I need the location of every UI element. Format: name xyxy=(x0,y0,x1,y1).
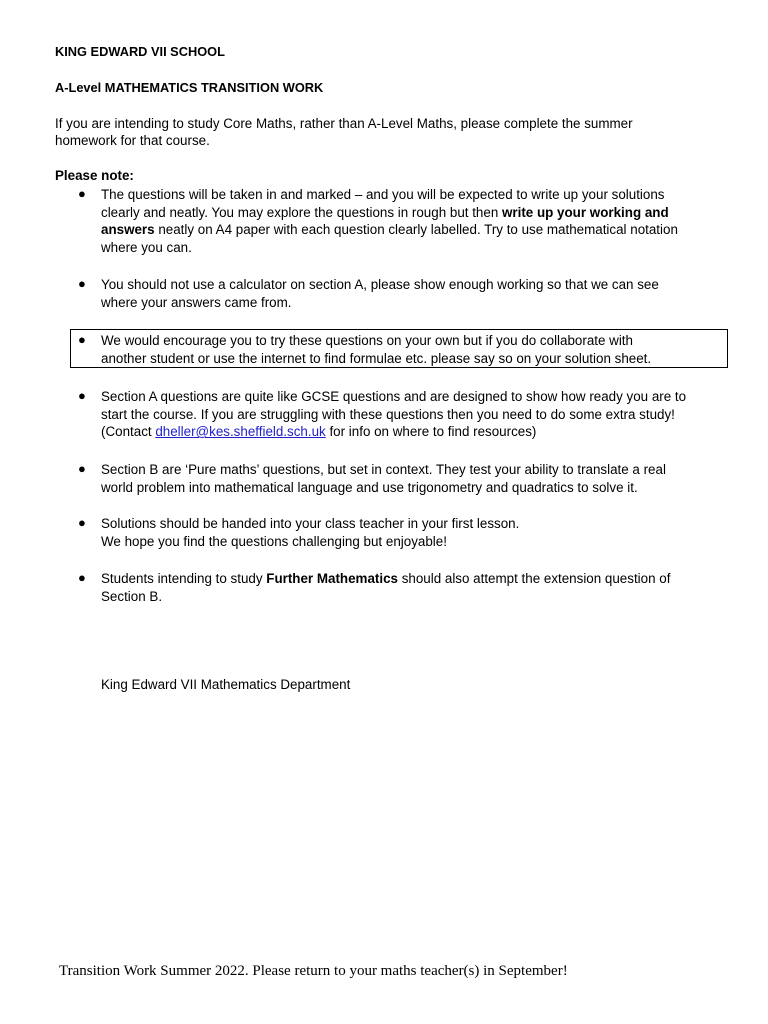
bullet-item-5 xyxy=(101,461,741,496)
note-heading: Please note: xyxy=(55,168,134,183)
department-signature: King Edward VII Mathematics Department xyxy=(101,677,351,692)
bullet-3-line-2: another student or use the internet to find formulae etc. please say so on your solution sheet. xyxy=(101,350,652,366)
bullet-icon: ● xyxy=(78,570,86,585)
bullet-7-line-1 xyxy=(101,570,741,588)
bullet-4-line-1: Section A questions are quite like GCSE questions and are designed to show how ready you are to xyxy=(101,389,687,404)
school-name: KING EDWARD VII SCHOOL xyxy=(55,44,225,59)
bullet-1-line-4: where you can. xyxy=(101,239,192,255)
document-title: A-Level MATHEMATICS TRANSITION WORK xyxy=(55,80,324,95)
bullet-4-line-2: start the course. If you are struggling with these questions then you need to do some extra study! xyxy=(101,406,675,422)
bullet-item-3 xyxy=(101,332,741,367)
bullet-4-text: (Contact xyxy=(101,424,156,440)
bullet-item-7 xyxy=(101,570,741,605)
bullet-icon: ● xyxy=(78,276,86,291)
bullet-4-line-3 xyxy=(101,423,741,441)
bullet-2-line-1: You should not use a calculator on section A, please show enough working so that we can see xyxy=(101,277,659,292)
bullet-7-bold-text: Further Mathematics xyxy=(266,571,398,586)
intro-line-1: If you are intending to study Core Maths, rather than A-Level Maths, please complete the summer xyxy=(55,116,633,131)
bullet-item-1 xyxy=(101,186,741,256)
bullet-6-line-1: Solutions should be handed into your class teacher in your first lesson. xyxy=(101,516,520,531)
bullet-6-line-2: We hope you find the questions challenging but enjoyable! xyxy=(101,533,447,549)
bullet-1-bold-answers: answers xyxy=(101,222,155,238)
bullet-7-text: Students intending to study xyxy=(101,571,267,586)
page-footer: Transition Work Summer 2022. Please return to your maths teacher(s) in September! xyxy=(59,963,568,979)
bullet-5-line-1: Section B are ‘Pure maths’ questions, but set in context. They test your ability to translate a real xyxy=(101,462,666,477)
bullet-icon: ● xyxy=(78,388,86,403)
bullet-1-text-2: neatly on A4 paper with each question clearly labelled. Try to use mathematical notation xyxy=(154,222,678,238)
bullet-4-text-2: for info on where to find resources) xyxy=(325,424,537,440)
bullet-icon: ● xyxy=(78,332,86,347)
bullet-1-line-2 xyxy=(101,204,741,222)
contact-email-link[interactable]: dheller@kes.sheffield.sch.uk xyxy=(155,424,326,440)
bullet-item-6 xyxy=(101,515,741,550)
bullet-3-line-1: We would encourage you to try these questions on your own but if you do collaborate with xyxy=(101,333,633,348)
bullet-7-text-2: should also attempt the extension question of xyxy=(397,571,671,586)
bullet-5-line-2: world problem into mathematical language and use trigonometry and quadratics to solve it. xyxy=(101,479,638,495)
bullet-7-line-2: Section B. xyxy=(101,588,163,604)
intro-line-2: homework for that course. xyxy=(55,133,210,148)
bullet-2-line-2: where your answers came from. xyxy=(101,294,292,310)
bullet-icon: ● xyxy=(78,461,86,476)
bullet-item-2 xyxy=(101,276,741,311)
bullet-1-text: clearly and neatly. You may explore the questions in rough but then xyxy=(101,204,502,220)
bullet-icon: ● xyxy=(78,515,86,530)
bullet-1-line-1: The questions will be taken in and marked – and you will be expected to write up your solutions xyxy=(101,187,665,202)
bullet-1-bold-text: write up your working and xyxy=(502,204,669,220)
bullet-1-line-3 xyxy=(101,221,741,239)
bullet-item-4 xyxy=(101,388,741,441)
bullet-icon: ● xyxy=(78,186,86,201)
